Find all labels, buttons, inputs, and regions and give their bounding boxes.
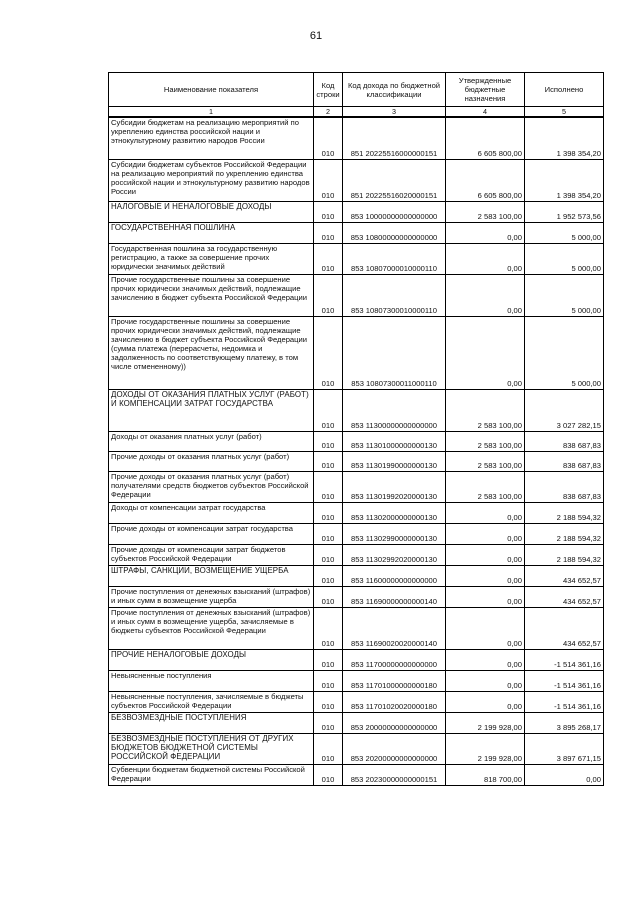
budget-code-cell: 853 11301990000000130 [343, 451, 446, 471]
table-row [109, 565, 604, 586]
table-row [109, 316, 604, 389]
budget-code-cell: 853 11301000000000130 [343, 431, 446, 451]
approved-amount-cell: 0,00 [446, 691, 525, 712]
approved-amount-cell: 0,00 [446, 316, 525, 389]
line-code-cell: 010 [314, 117, 343, 159]
indicator-name-cell: Прочие доходы от компенсации затрат бюджетов субъектов Российской Федерации [109, 544, 314, 565]
executed-amount-cell: 1 398 354,20 [525, 117, 604, 159]
table-row [109, 691, 604, 712]
budget-code-cell: 853 10000000000000000 [343, 201, 446, 222]
line-code-cell: 010 [314, 243, 343, 274]
executed-amount-cell: 838 687,83 [525, 451, 604, 471]
approved-amount-cell: 0,00 [446, 222, 525, 243]
approved-amount-cell: 818 700,00 [446, 764, 525, 785]
approved-amount-cell: 6 605 800,00 [446, 159, 525, 201]
table-row [109, 117, 604, 159]
approved-amount-cell: 0,00 [446, 523, 525, 544]
table-row [109, 451, 604, 471]
page-number: 61 [309, 30, 323, 42]
table-row [109, 431, 604, 451]
executed-amount-cell: 5 000,00 [525, 222, 604, 243]
approved-amount-cell: 0,00 [446, 544, 525, 565]
budget-code-cell: 851 20225516000000151 [343, 117, 446, 159]
approved-amount-cell: 2 199 928,00 [446, 733, 525, 764]
budget-code-cell: 853 20200000000000000 [343, 733, 446, 764]
executed-amount-cell: -1 514 361,16 [525, 670, 604, 691]
indicator-name-cell: Государственная пошлина за государственную регистрацию, а также за совершение прочих юридически значимых действий [109, 243, 314, 274]
line-code-cell: 010 [314, 201, 343, 222]
approved-amount-cell: 2 583 100,00 [446, 389, 525, 431]
executed-amount-cell: 1 398 354,20 [525, 159, 604, 201]
approved-amount-cell: 0,00 [446, 274, 525, 316]
line-code-cell: 010 [314, 471, 343, 502]
executed-amount-cell: 3 897 671,15 [525, 733, 604, 764]
header-approved: Утвержденные бюджетные назначения [446, 73, 525, 107]
approved-amount-cell: 6 605 800,00 [446, 117, 525, 159]
approved-amount-cell: 0,00 [446, 565, 525, 586]
executed-amount-cell: 434 652,57 [525, 607, 604, 649]
table-row [109, 586, 604, 607]
line-code-cell: 010 [314, 544, 343, 565]
budget-code-cell: 853 10807300010000110 [343, 274, 446, 316]
budget-code-cell: 853 11701020020000180 [343, 691, 446, 712]
line-code-cell: 010 [314, 159, 343, 201]
column-index-row [109, 107, 604, 118]
executed-amount-cell: 3 027 282,15 [525, 389, 604, 431]
table-row [109, 764, 604, 785]
header-indicator-name: Наименование показателя [109, 73, 314, 107]
line-code-cell: 010 [314, 431, 343, 451]
budget-code-cell: 853 20230000000000151 [343, 764, 446, 785]
approved-amount-cell: 2 583 100,00 [446, 471, 525, 502]
indicator-name-cell: Прочие государственные пошлины за совершение прочих юридически значимых действий, подлежащие зачислению в бюджет субъекта Российской Федерации (сумма платежа (перерасчеты, недоимка и задолженность по соответствующему платежу, в том числе отмененному)) [109, 316, 314, 389]
indicator-name-cell: Субвенции бюджетам бюджетной системы Российской Федерации [109, 764, 314, 785]
indicator-name-cell: Невыясненные поступления, зачисляемые в бюджеты субъектов Российской Федерации [109, 691, 314, 712]
table-row [109, 544, 604, 565]
executed-amount-cell: 2 188 594,32 [525, 544, 604, 565]
budget-code-cell: 853 11701000000000180 [343, 670, 446, 691]
budget-code-cell: 853 20000000000000000 [343, 712, 446, 733]
table-row [109, 733, 604, 764]
table-row [109, 471, 604, 502]
line-code-cell: 010 [314, 222, 343, 243]
line-code-cell: 010 [314, 502, 343, 523]
approved-amount-cell: 2 199 928,00 [446, 712, 525, 733]
approved-amount-cell: 0,00 [446, 607, 525, 649]
indicator-name-cell: ГОСУДАРСТВЕННАЯ ПОШЛИНА [109, 222, 314, 243]
executed-amount-cell: 1 952 573,56 [525, 201, 604, 222]
executed-amount-cell: 0,00 [525, 764, 604, 785]
budget-code-cell: 853 11690000000000140 [343, 586, 446, 607]
table-row [109, 389, 604, 431]
approved-amount-cell: 0,00 [446, 649, 525, 670]
line-code-cell: 010 [314, 712, 343, 733]
line-code-cell: 010 [314, 670, 343, 691]
budget-code-cell: 853 11300000000000000 [343, 389, 446, 431]
executed-amount-cell: -1 514 361,16 [525, 649, 604, 670]
approved-amount-cell: 0,00 [446, 502, 525, 523]
column-index: 3 [343, 107, 446, 118]
indicator-name-cell: Невыясненные поступления [109, 670, 314, 691]
approved-amount-cell: 2 583 100,00 [446, 201, 525, 222]
table-header-row [109, 73, 604, 107]
line-code-cell: 010 [314, 451, 343, 471]
table-row [109, 523, 604, 544]
header-budget-code: Код дохода по бюджетной классификации [343, 73, 446, 107]
indicator-name-cell: ДОХОДЫ ОТ ОКАЗАНИЯ ПЛАТНЫХ УСЛУГ (РАБОТ) И КОМПЕНСАЦИИ ЗАТРАТ ГОСУДАРСТВА [109, 389, 314, 431]
executed-amount-cell: 5 000,00 [525, 243, 604, 274]
budget-code-cell: 853 11301992020000130 [343, 471, 446, 502]
indicator-name-cell: Субсидии бюджетам на реализацию мероприятий по укреплению единства российской нации и этнокультурному развитию народов России [109, 117, 314, 159]
table-row [109, 607, 604, 649]
indicator-name-cell: Прочие доходы от оказания платных услуг (работ) получателями средств бюджетов субъектов Российской Федерации [109, 471, 314, 502]
approved-amount-cell: 0,00 [446, 586, 525, 607]
executed-amount-cell: 838 687,83 [525, 431, 604, 451]
table-row [109, 502, 604, 523]
indicator-name-cell: ШТРАФЫ, САНКЦИИ, ВОЗМЕЩЕНИЕ УЩЕРБА [109, 565, 314, 586]
table-row [109, 649, 604, 670]
line-code-cell: 010 [314, 586, 343, 607]
executed-amount-cell: 838 687,83 [525, 471, 604, 502]
indicator-name-cell: Прочие государственные пошлины за совершение прочих юридически значимых действий, подлежащие зачислению в бюджет субъекта Российской Федерации [109, 274, 314, 316]
indicator-name-cell: Субсидии бюджетам субъектов Российской Федерации на реализацию мероприятий по укреплению единства российской нации и этнокультурному развитию народов России [109, 159, 314, 201]
line-code-cell: 010 [314, 764, 343, 785]
line-code-cell: 010 [314, 316, 343, 389]
column-index: 2 [314, 107, 343, 118]
budget-code-cell: 853 10807300011000110 [343, 316, 446, 389]
indicator-name-cell: Доходы от оказания платных услуг (работ) [109, 431, 314, 451]
budget-code-cell: 853 11690020020000140 [343, 607, 446, 649]
line-code-cell: 010 [314, 691, 343, 712]
indicator-name-cell: Прочие поступления от денежных взысканий (штрафов) и иных сумм в возмещение ущерба [109, 586, 314, 607]
budget-code-cell: 851 20225516020000151 [343, 159, 446, 201]
revenue-report-table [108, 72, 604, 786]
budget-code-cell: 853 11700000000000000 [343, 649, 446, 670]
indicator-name-cell: ПРОЧИЕ НЕНАЛОГОВЫЕ ДОХОДЫ [109, 649, 314, 670]
executed-amount-cell: 2 188 594,32 [525, 502, 604, 523]
indicator-name-cell: Прочие поступления от денежных взысканий (штрафов) и иных сумм в возмещение ущерба, зачисляемые в бюджеты субъектов Российской Федерации [109, 607, 314, 649]
column-index: 5 [525, 107, 604, 118]
line-code-cell: 010 [314, 607, 343, 649]
header-executed: Исполнено [525, 73, 604, 107]
budget-code-cell: 853 10807000010000110 [343, 243, 446, 274]
table-row [109, 274, 604, 316]
executed-amount-cell: 5 000,00 [525, 274, 604, 316]
indicator-name-cell: Прочие доходы от оказания платных услуг (работ) [109, 451, 314, 471]
table-row [109, 712, 604, 733]
table-row [109, 243, 604, 274]
line-code-cell: 010 [314, 389, 343, 431]
executed-amount-cell: 434 652,57 [525, 565, 604, 586]
executed-amount-cell: 2 188 594,32 [525, 523, 604, 544]
approved-amount-cell: 0,00 [446, 670, 525, 691]
line-code-cell: 010 [314, 649, 343, 670]
executed-amount-cell: -1 514 361,16 [525, 691, 604, 712]
indicator-name-cell: БЕЗВОЗМЕЗДНЫЕ ПОСТУПЛЕНИЯ [109, 712, 314, 733]
table-row [109, 670, 604, 691]
line-code-cell: 010 [314, 274, 343, 316]
budget-code-cell: 853 11302990000000130 [343, 523, 446, 544]
approved-amount-cell: 0,00 [446, 243, 525, 274]
executed-amount-cell: 5 000,00 [525, 316, 604, 389]
indicator-name-cell: Доходы от компенсации затрат государства [109, 502, 314, 523]
budget-code-cell: 853 11302992020000130 [343, 544, 446, 565]
budget-code-cell: 853 10800000000000000 [343, 222, 446, 243]
line-code-cell: 010 [314, 565, 343, 586]
table-row [109, 222, 604, 243]
table-body [109, 117, 604, 785]
column-index: 4 [446, 107, 525, 118]
line-code-cell: 010 [314, 733, 343, 764]
approved-amount-cell: 2 583 100,00 [446, 431, 525, 451]
budget-code-cell: 853 11600000000000000 [343, 565, 446, 586]
indicator-name-cell: Прочие доходы от компенсации затрат государства [109, 523, 314, 544]
header-line-code: Код строки [314, 73, 343, 107]
indicator-name-cell: НАЛОГОВЫЕ И НЕНАЛОГОВЫЕ ДОХОДЫ [109, 201, 314, 222]
indicator-name-cell: БЕЗВОЗМЕЗДНЫЕ ПОСТУПЛЕНИЯ ОТ ДРУГИХ БЮДЖЕТОВ БЮДЖЕТНОЙ СИСТЕМЫ РОССИЙСКОЙ ФЕДЕРАЦИИ [109, 733, 314, 764]
executed-amount-cell: 434 652,57 [525, 586, 604, 607]
budget-code-cell: 853 11302000000000130 [343, 502, 446, 523]
column-index: 1 [109, 107, 314, 118]
table-row [109, 159, 604, 201]
line-code-cell: 010 [314, 523, 343, 544]
executed-amount-cell: 3 895 268,17 [525, 712, 604, 733]
approved-amount-cell: 2 583 100,00 [446, 451, 525, 471]
table-row [109, 201, 604, 222]
